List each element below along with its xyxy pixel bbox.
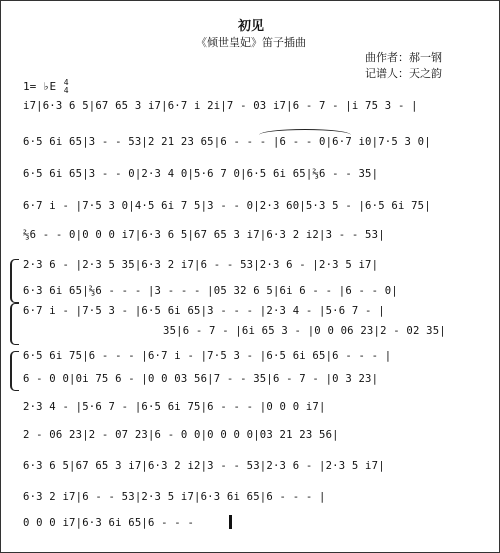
- score-line: ⅔6 - - 0|0 0 0 i7|6·3 6 5|67 65 3 i7|6·3 2 i2|3 - - 53|: [23, 229, 385, 241]
- transcriber-credit: 记谱人：天之韵: [365, 67, 442, 80]
- score-line: 35|6 - 7 - |6i 65 3 - |0 0 06 23|2 - 02 35|: [163, 325, 446, 337]
- score-line: 0 0 0 i7|6·3 6i 65|6 - - -: [23, 517, 195, 529]
- score-line: 2·3 4 - |5·6 7 - |6·5 6i 75|6 - - - |0 0 0 i7|: [23, 401, 326, 413]
- system-brace: [10, 303, 19, 345]
- final-barline: [229, 515, 232, 529]
- score-line: 6·7 i - |7·5 3 - |6·5 6i 65|3 - - - |2·3 4 - |5·6 7 - |: [23, 305, 385, 317]
- score-line: 2 - 06 23|2 - 07 23|6 - 0 0|0 0 0 0|03 21 23 56|: [23, 429, 339, 441]
- score-line: 6·3 2 i7|6 - - 53|2·3 5 i7|6·3 6i 65|6 - - - |: [23, 491, 326, 503]
- score-line: 2·3 6 - |2·3 5 35|6·3 2 i7|6 - - 53|2·3 6 - |2·3 5 i7|: [23, 259, 379, 271]
- score-line: 6·5 6i 65|3 - - 53|2 21 23 65|6 - - - |6 - - 0|6·7 i0|7·5 3 0|: [23, 136, 431, 148]
- key-label: 1= ♭E: [23, 80, 57, 93]
- tie-arc: [259, 129, 351, 135]
- score-line: 6·3 6 5|67 65 3 i7|6·3 2 i2|3 - - 53|2·3 6 - |2·3 5 i7|: [23, 460, 385, 472]
- key-signature: [23, 79, 69, 95]
- score-line: 6 - 0 0|0i 75 6 - |0 0 03 56|7 - - 35|6 - 7 - |0 3 23|: [23, 373, 379, 385]
- score-line: 6·3 6i 65|⅔6 - - - |3 - - - |05 32 6 5|6i 6 - - |6 - - 0|: [23, 285, 398, 297]
- score-line: 6·5 6i 75|6 - - - |6·7 i - |7·5 3 - |6·5 6i 65|6 - - - |: [23, 350, 392, 362]
- system-brace: [10, 259, 19, 303]
- song-subtitle: 《倾世皇妃》笛子插曲: [196, 36, 306, 49]
- composer-credit: 曲作者：郝一钢: [365, 51, 442, 64]
- time-top: 4: [63, 78, 69, 87]
- song-title: 初见: [237, 19, 264, 34]
- time-bottom: 4: [63, 86, 69, 95]
- score-line: 6·7 i - |7·5 3 0|4·5 6i 7 5|3 - - 0|2·3 60|5·3 5 - |6·5 6i 75|: [23, 200, 431, 212]
- system-brace: [10, 351, 19, 391]
- score-line: 6·5 6i 65|3 - - 0|2·3 4 0|5·6 7 0|6·5 6i 65|⅔6 - - 35|: [23, 168, 379, 180]
- time-signature: [64, 79, 69, 95]
- score-line: i7|6·3 6 5|67 65 3 i7|6·7 i 2i|7 - 03 i7|6 - 7 - |i 75 3 - |: [23, 100, 418, 112]
